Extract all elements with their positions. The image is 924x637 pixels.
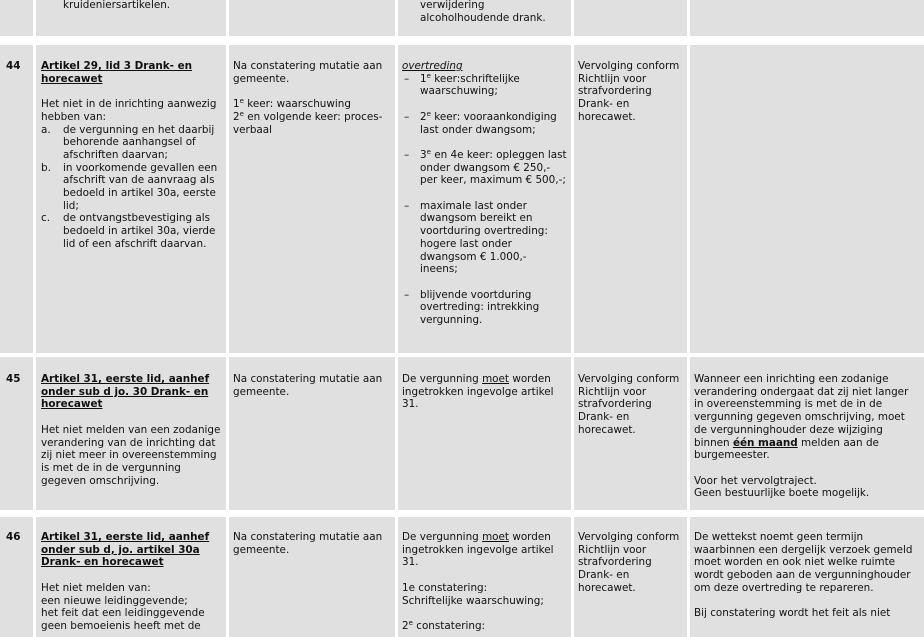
row44-sanction-4: – maximale last onder dwangsom bereikt en voortduring overtreding: hogere last onder dwangsom € 1.000,- ineens; bbox=[404, 199, 548, 276]
row44-article-cell bbox=[36, 45, 226, 353]
row46-desc3: het feit dat een leidinggevende geen bemoeienis heeft met de bbox=[41, 607, 205, 632]
row-top-col2 bbox=[36, 0, 226, 36]
row44-title: Artikel 29, lid 3 Drank- en horecawet bbox=[41, 60, 193, 85]
row45-title: Artikel 31, eerste lid, aanhef onder sub d jo. 30 Drank- en horecawet bbox=[41, 373, 210, 411]
row46-followup-cell bbox=[574, 517, 687, 637]
row46-desc2: een nieuwe leidinggevende; bbox=[41, 594, 188, 607]
row45-article-cell bbox=[36, 357, 226, 510]
row46-action: Na constatering mutatie aan gemeente. bbox=[233, 531, 383, 556]
row46-step1a: 1e constatering: bbox=[402, 581, 488, 594]
row44-action: Na constatering mutatie aan gemeente. bbox=[233, 60, 383, 85]
row44-action-cell bbox=[229, 45, 395, 353]
row-top-col4-text: verwijdering alcoholhoudende drank. bbox=[420, 0, 546, 24]
row46-step2: 2e constatering: bbox=[402, 618, 486, 632]
row46-remark-cell bbox=[690, 517, 924, 637]
row46-followup: Vervolging conform Richtlijn voor strafvordering Drank- en horecawet. bbox=[578, 531, 680, 594]
row45-remark-cell bbox=[690, 357, 924, 510]
row-top-col5 bbox=[574, 0, 687, 36]
row44-items bbox=[41, 124, 224, 251]
row45-num-cell bbox=[0, 357, 33, 510]
row44-item-a: a. de vergunning en het daarbij behorende aanhangsel of afschriften daarvan; bbox=[41, 123, 215, 161]
row44-item-c: c. de ontvangstbevestiging als bedoeld in artikel 30a, vierde lid of een afschrift daarvan. bbox=[41, 212, 216, 250]
row45-sanction-cell bbox=[398, 357, 571, 510]
row44-warn2: 2e en volgende keer: proces-verbaal bbox=[233, 109, 383, 136]
row46-num-cell bbox=[0, 517, 33, 637]
row44-followup-cell bbox=[574, 45, 687, 353]
row-top-col6 bbox=[690, 0, 924, 36]
row45-followup-cell bbox=[574, 357, 687, 510]
row44-sanctions bbox=[402, 73, 567, 327]
row45-remark2: Voor het vervolgtraject. bbox=[694, 474, 817, 487]
row-top-col4 bbox=[398, 0, 571, 36]
row-top-col2-text: kruideniersartikelen. bbox=[63, 0, 171, 11]
row45-number: 45 bbox=[6, 373, 21, 385]
row-top-col1 bbox=[0, 0, 33, 36]
row44-desc: Het niet in de inrichting aanwezig hebben van: bbox=[41, 98, 217, 123]
row46-remark2: Bij constatering wordt het feit als niet bbox=[694, 607, 891, 620]
row45-remark3: Geen bestuurlijke boete mogelijk. bbox=[694, 487, 870, 500]
row44-sanction-1: – 1e keer:schriftelijke waarschuwing; bbox=[404, 71, 520, 98]
row45-remark: Wanneer een inrichting een zodanige verandering ondergaat dat zij niet langer in overeenstemming is met de in de vergunning gegeven omschrijving, moet de vergunninghouder deze wijziging binnen één maand melden aan de burgemeester. bbox=[694, 373, 909, 462]
row44-item-b: b. in voorkomende gevallen een afschrift van de aanvraag als bedoeld in artikel 30a, eerste lid; bbox=[41, 161, 218, 212]
row45-action-cell bbox=[229, 357, 395, 510]
row44-sanction-cell bbox=[398, 45, 571, 353]
row46-remark: De wettekst noemt geen termijn waarbinnen een dergelijk verzoek gemeld moet worden en ook niet welke ruimte wordt geboden aan de vergunninghouder om deze overtreding te repareren. bbox=[694, 531, 913, 594]
row46-sanction: De vergunning moet worden ingetrokken ingevolge artikel 31. bbox=[402, 531, 554, 569]
row46-title: Artikel 31, eerste lid, aanhef onder sub d, jo. artikel 30a Drank- en horecawet bbox=[41, 531, 210, 569]
row45-followup: Vervolging conform Richtlijn voor strafvordering Drank- en horecawet. bbox=[578, 373, 680, 436]
row44-sanction-heading: overtreding bbox=[402, 60, 463, 72]
row44-sanction-2: – 2e keer: vooraankondiging last onder dwangsom; bbox=[404, 109, 557, 136]
row45-sanction: De vergunning moet worden ingetrokken ingevolge artikel 31. bbox=[402, 373, 554, 411]
row44-num-cell bbox=[0, 45, 33, 353]
row46-desc1: Het niet melden van: bbox=[41, 581, 151, 594]
row44-sanction-5: – blijvende voortduring overtreding: intrekking vergunning. bbox=[404, 288, 540, 326]
row44-number: 44 bbox=[6, 60, 21, 72]
row46-action-cell bbox=[229, 517, 395, 637]
row44-remark-cell bbox=[690, 45, 924, 353]
row46-step1b: Schriftelijke waarschuwing; bbox=[402, 594, 544, 607]
row45-desc: Het niet melden van een zodanige verandering van de inrichting dat zij niet meer in overeenstemming is met de in de vergunning gegeven omschrijving. bbox=[41, 423, 221, 487]
row-top-col3 bbox=[229, 0, 395, 36]
row46-number: 46 bbox=[6, 531, 21, 543]
row44-followup: Vervolging conform Richtlijn voor strafvordering Drank- en horecawet. bbox=[578, 60, 680, 123]
row44-sanction-3: – 3e en 4e keer: opleggen last onder dwangsom € 250,- per keer, maximum € 500,-; bbox=[404, 147, 567, 187]
row44-warn1: 1e keer: waarschuwing bbox=[233, 97, 351, 111]
row46-sanction-cell bbox=[398, 517, 571, 637]
row45-action: Na constatering mutatie aan gemeente. bbox=[233, 373, 383, 398]
row46-article-cell bbox=[36, 517, 226, 637]
